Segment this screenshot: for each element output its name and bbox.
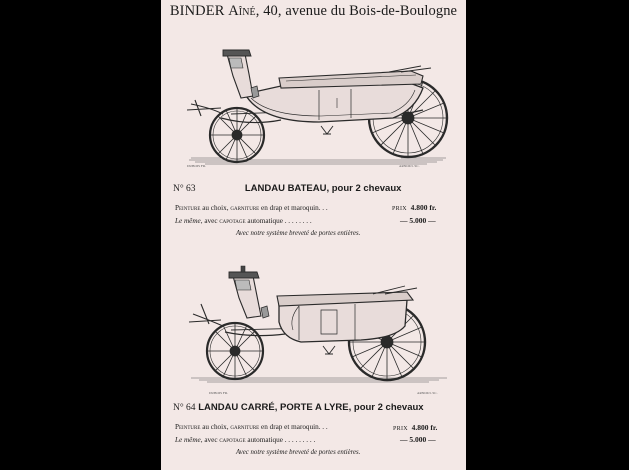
engraver-signature-left-2: DUBOIS FR. (209, 391, 229, 395)
page-header (161, 3, 466, 20)
item-64-line-1-c: garniture (230, 423, 260, 431)
item-63-line-1 (175, 204, 328, 212)
item-63-price-value: 4.800 fr. (410, 203, 437, 212)
item-64-line-1-a: Peinture (175, 423, 201, 431)
item-64-line-2-a: Le même, (175, 436, 203, 444)
item-63-price-1 (392, 203, 436, 212)
item-64-line-2-b: avec (202, 436, 220, 444)
item-63-note: Avec notre système breveté de portes entières. (236, 230, 361, 237)
item-64-note: Avec notre système breveté de portes entières. (236, 449, 361, 456)
item-64-line-2 (175, 436, 315, 444)
item-64-number: N° 64 (173, 403, 196, 413)
item-64-price-value: 4.800 fr. (411, 423, 438, 432)
header-suffix: Aîné (228, 3, 256, 19)
item-63-line-1-d: en drap et maroquin. . . (259, 204, 328, 212)
engraver-signature-right: ARNOUL SC. (399, 164, 420, 168)
item-63-line-1-a: Peinture (175, 204, 201, 212)
item-64-line-1-d: en drap et maroquin. . . (259, 423, 328, 431)
item-63-line-2-b: avec (202, 217, 220, 225)
item-64-price-1 (393, 423, 437, 432)
item-63-line-1-c: garniture (230, 204, 260, 212)
item-64-price-2: — 5.000 — (400, 435, 436, 444)
item-63-price-label: PRIX (392, 206, 407, 212)
item-63-line-2 (175, 217, 312, 225)
engraver-signature-right-2: ARNOUL SC. (417, 391, 438, 395)
item-64-line-2-c: capotage (219, 436, 246, 444)
item-63-name: LANDAU BATEAU, pour 2 chevaux (244, 183, 402, 194)
item-64-title (173, 402, 424, 413)
item-63-price-2: — 5.000 — (400, 216, 436, 225)
item-64-line-2-d: automatique . . . . . . . . . (245, 436, 316, 444)
item-63-number: N° 63 (173, 184, 196, 194)
item-64-name: LANDAU CARRÉ, PORTE A LYRE, pour 2 chevaux (198, 402, 424, 413)
item-63-title (173, 183, 401, 194)
landau-carre-illustration (161, 264, 466, 396)
engraver-signature-left: DUBOIS FR. (187, 164, 207, 168)
item-63-line-2-c: capotage (219, 217, 246, 225)
item-64-line-1-b: au choix, (200, 423, 231, 431)
catalog-page (161, 0, 466, 470)
item-63-line-1-b: au choix, (200, 204, 231, 212)
item-64-price-label: PRIX (393, 426, 408, 432)
header-address: , 40, avenue du Bois-de-Boulogne (255, 3, 458, 19)
item-64-line-1 (175, 423, 328, 431)
item-63-line-2-d: automatique . . . . . . . . (245, 217, 312, 225)
header-name: BINDER (169, 3, 225, 19)
item-63-line-2-a: Le même, (175, 217, 203, 225)
landau-bateau-illustration (161, 38, 466, 170)
